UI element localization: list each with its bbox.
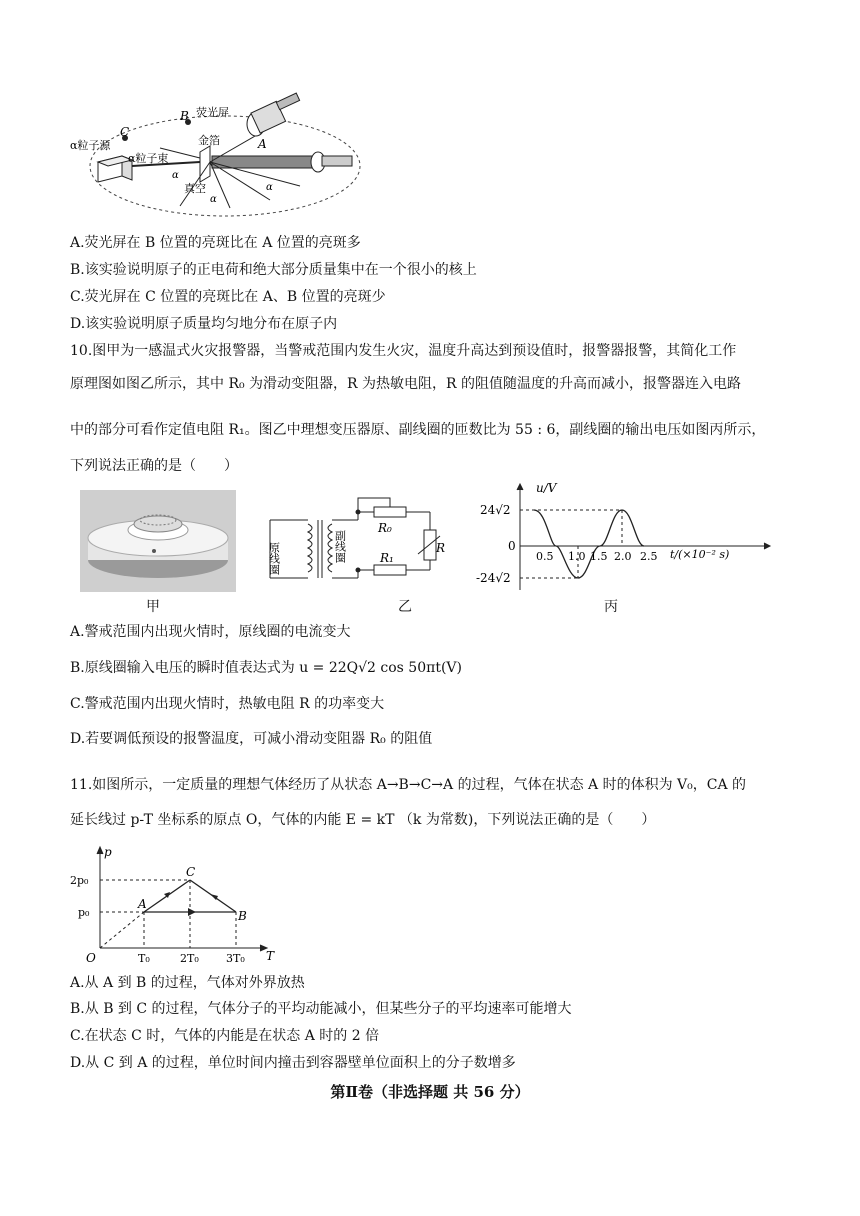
- graph-ymin-label: -24√2: [476, 571, 511, 585]
- label-primary: 原线圈: [267, 542, 281, 575]
- pT-point-B: B: [238, 909, 247, 923]
- label-screen: 荧光屏: [196, 106, 229, 119]
- label-R0: R₀: [378, 521, 392, 535]
- label-R1: R₁: [380, 551, 394, 565]
- label-foil: 金箔: [198, 134, 220, 147]
- pT-point-C: C: [186, 865, 196, 879]
- q9-option-c: C.荧光屏在 C 位置的亮斑比在 A、B 位置的亮斑少: [70, 289, 386, 305]
- scatter-arrows: [160, 136, 300, 208]
- q10-option-c: C.警戒范围内出现火情时，热敏电阻 R 的功率变大: [70, 696, 385, 712]
- caption-yi: 乙: [398, 599, 412, 615]
- label-alpha-3: α: [210, 194, 217, 205]
- graph-xtick-3: 2.0: [614, 550, 632, 563]
- q10-option-a: A.警戒范围内出现火情时，原线圈的电流变大: [70, 624, 351, 640]
- label-secondary: 副线圈: [333, 530, 347, 563]
- graph-xtick-4: 2.5: [640, 550, 658, 563]
- graph-origin: 0: [508, 539, 516, 553]
- rutherford-apparatus-figure: [70, 96, 370, 226]
- label-alpha-1: α: [266, 182, 273, 193]
- graph-ylabel: u/V: [536, 481, 557, 495]
- q10-option-b: B.原线圈输入电压的瞬时值表达式为 u = 22Q√2 cos 50πt(V): [70, 660, 462, 676]
- q11-stem-line-2: 延长线过 p-T 坐标系的原点 O，气体的内能 E = kT （k 为常数)，下列说法正确的是（ ）: [70, 812, 656, 828]
- pT-ylabel: p: [104, 845, 112, 859]
- pT-xtick-T0: T₀: [138, 952, 150, 965]
- graph-xtick-2: 1.5: [590, 550, 608, 563]
- section-title: 第Ⅱ卷（非选择题 共 56 分）: [330, 1083, 530, 1101]
- label-vacuum: 真空: [184, 182, 206, 195]
- label-R: R: [436, 541, 446, 555]
- q11-option-b: B.从 B 到 C 的过程，气体分子的平均动能减小，但某些分子的平均速率可能增大: [70, 1001, 572, 1017]
- q11-option-d: D.从 C 到 A 的过程，单位时间内撞击到容器壁单位面积上的分子数增多: [70, 1055, 516, 1071]
- fire-alarm-photo: [80, 490, 236, 592]
- pT-origin: O: [86, 951, 96, 965]
- graph-xtick-1: 1.0: [568, 550, 586, 563]
- pT-point-A: A: [138, 897, 147, 911]
- q10-stem-line-2: 原理图如图乙所示，其中 R₀ 为滑动变阻器，R 为热敏电阻，R 的阻值随温度的升高而减小，报警器连入电路: [70, 376, 742, 392]
- graph-xtick-0: 0.5: [536, 550, 554, 563]
- q11-option-c: C.在状态 C 时，气体的内能是在状态 A 时的 2 倍: [70, 1028, 380, 1044]
- label-source: α粒子源: [70, 139, 111, 152]
- label-A: A: [258, 137, 267, 151]
- q10-stem-line-3: 中的部分可看作定值电阻 R₁。图乙中理想变压器原、副线圈的匝数比为 55 : 6，副线圈的输出电压如图丙所示，: [70, 422, 766, 438]
- label-C: C: [120, 125, 130, 139]
- graph-xlabel: t/(×10⁻² s): [670, 548, 730, 561]
- pT-ytick-p0: p₀: [78, 906, 90, 919]
- pT-xtick-2T0: 2T₀: [180, 952, 199, 965]
- graph-ymax-label: 24√2: [480, 503, 511, 517]
- q10-stem-line-4: 下列说法正确的是（ ）: [70, 458, 238, 474]
- pT-xlabel: T: [266, 949, 275, 963]
- detector-tube: [212, 156, 322, 168]
- q11-stem-line-1: 11.如图所示，一定质量的理想气体经历了从状态 A→B→C→A 的过程，气体在状态 A 时的体积为 V₀，CA 的: [70, 777, 747, 793]
- pT-xtick-3T0: 3T₀: [226, 952, 245, 965]
- caption-jia: 甲: [146, 599, 160, 615]
- q11-option-a: A.从 A 到 B 的过程，气体对外界放热: [70, 975, 305, 991]
- sine-curve: [534, 510, 644, 578]
- screen-detector: [247, 93, 300, 136]
- label-alpha-2: α: [172, 170, 179, 181]
- q10-option-d: D.若要调低预设的报警温度，可减小滑动变阻器 R₀ 的阻值: [70, 731, 433, 747]
- voltage-sine-graph: [476, 478, 780, 596]
- pT-ytick-2p0: 2p₀: [70, 874, 89, 887]
- q9-option-b: B.该实验说明原子的正电荷和绝大部分质量集中在一个很小的核上: [70, 262, 477, 278]
- q9-option-a: A.荧光屏在 B 位置的亮斑比在 A 位置的亮斑多: [70, 235, 361, 251]
- alpha-source-box: [98, 156, 132, 182]
- q9-option-d: D.该实验说明原子质量均匀地分布在原子内: [70, 316, 338, 332]
- transformer-circuit: [262, 490, 446, 590]
- q10-stem-line-1: 10.图甲为一感温式火灾报警器，当警戒范围内发生火灾，温度升高达到预设值时，报警器报警，其简化工作: [70, 343, 737, 359]
- label-B: B: [180, 109, 189, 123]
- caption-bing: 丙: [604, 599, 618, 615]
- p-T-graph: [70, 842, 280, 970]
- label-beam: α粒子束: [128, 152, 169, 165]
